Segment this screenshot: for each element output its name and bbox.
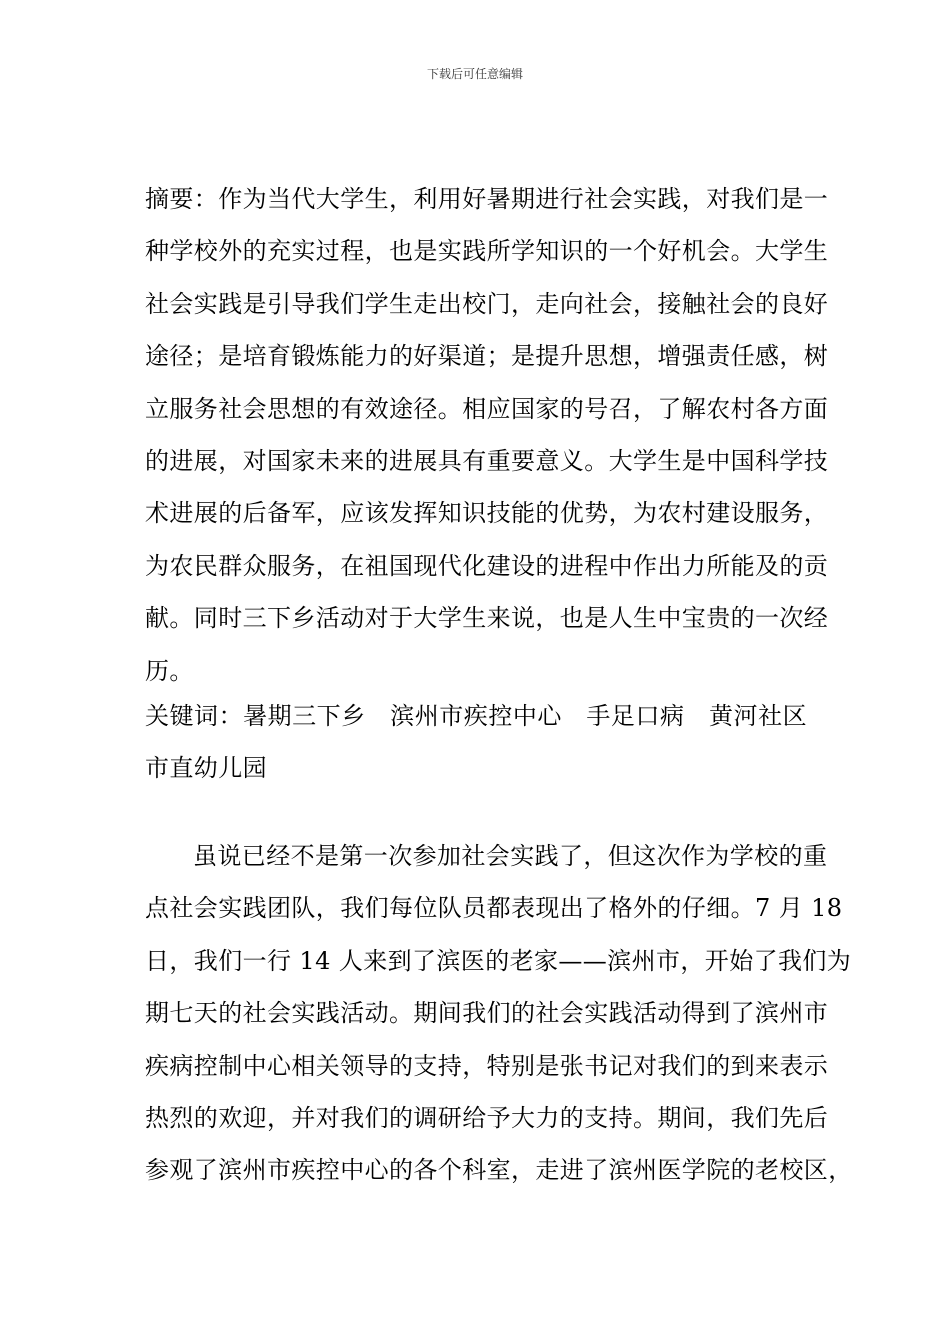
keywords-line: 关键词：暑期三下乡 滨州市疾控中心 手足口病 黄河社区 [145,702,807,730]
abstract-line: 为农民群众服务，在祖国现代化建设的进程中作出力所能及的贡 [145,551,829,580]
keywords-line: 市直幼儿园 [145,754,267,783]
body-line: 热烈的欢迎，并对我们的调研给予大力的支持。期间，我们先后 [145,1103,829,1132]
body-line: 疾病控制中心相关领导的支持，特别是张书记对我们的到来表示 [145,1051,829,1080]
abstract-section [145,173,829,697]
abstract-line: 途径；是培育锻炼能力的好渠道；是提升思想，增强责任感，树 [145,342,829,371]
body-line: 点社会实践团队，我们每位队员都表现出了格外的仔细。7 月 18 [145,894,843,923]
abstract-line: 立服务社会思想的有效途径。相应国家的号召，了解农村各方面 [145,394,829,423]
body-line: 虽说已经不是第一次参加社会实践了，但这次作为学校的重 [193,842,828,870]
abstract-line: 术进展的后备军，应该发挥知识技能的优势，为农村建设服务， [145,499,829,528]
abstract-line: 的进展，对国家未来的进展具有重要意义。大学生是中国科学技 [145,446,829,475]
body-paragraph [145,830,853,1197]
abstract-line: 社会实践是引导我们学生走出校门，走向社会，接触社会的良好 [145,289,829,318]
abstract-line: 历。 [145,656,194,685]
abstract-line: 献。同时三下乡活动对于大学生来说，也是人生中宝贵的一次经 [145,604,829,633]
abstract-line: 摘要：作为当代大学生，利用好暑期进行社会实践，对我们是一 [145,185,829,213]
abstract-line: 种学校外的充实过程，也是实践所学知识的一个好机会。大学生 [145,237,829,266]
keywords-section [145,690,807,795]
body-line: 期七天的社会实践活动。期间我们的社会实践活动得到了滨州市 [145,999,829,1028]
page-header: 下载后可任意编辑 [426,67,523,81]
body-line: 参观了滨州市疾控中心的各个科室，走进了滨州医学院的老校区， [145,1156,853,1185]
body-line: 日，我们一行 14 人来到了滨医的老家——滨州市，开始了我们为 [145,946,852,975]
